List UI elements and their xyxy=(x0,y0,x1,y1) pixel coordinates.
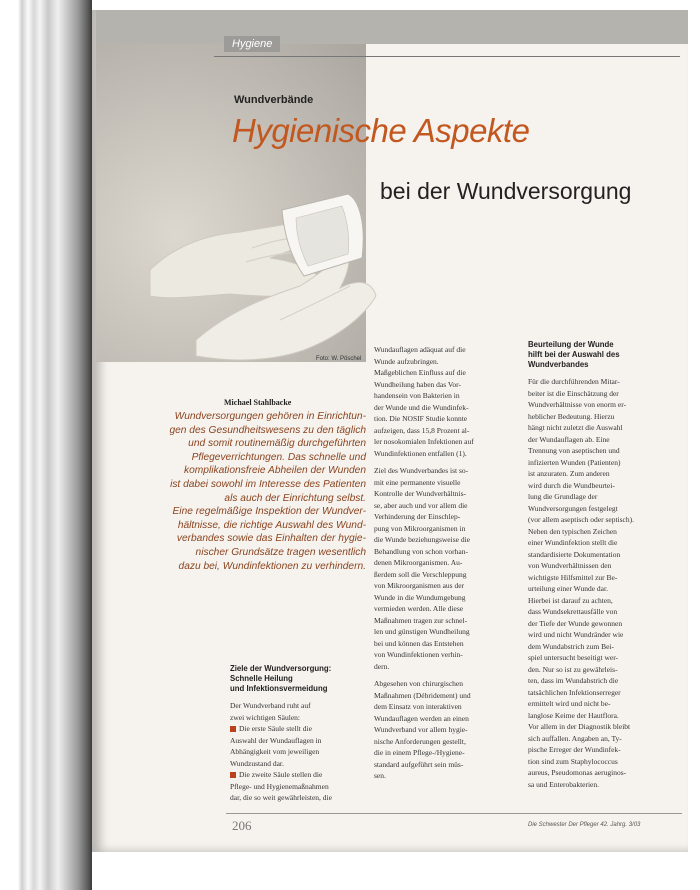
footer-rule xyxy=(226,813,682,814)
subheading-line: Beurteilung der Wunde xyxy=(528,340,614,349)
body-line: ten, dass im Wundabstrich die xyxy=(528,676,619,685)
lead-line: gen des Gesundheitswesens zu den täglich xyxy=(169,424,366,436)
body-line: sa und Enterobakterien. xyxy=(528,779,600,789)
article-subtitle: bei der Wundversorgung xyxy=(380,178,632,204)
lead-line: Pflegeverrichtungen. Das schnelle und xyxy=(191,451,366,463)
body-line: Wunde aufzubringen. xyxy=(374,356,439,366)
body-line: hängt nicht zuletzt die Auswahl xyxy=(528,423,623,432)
body-line: Neben den typischen Zeichen xyxy=(528,526,617,536)
footer-source: Die Schwester Der Pfleger 42. Jahrg. 3/03 xyxy=(528,822,641,828)
body-line: Maßnahmen (Débridement) und xyxy=(374,690,471,700)
body-line: (vor allem aseptisch oder septisch). xyxy=(528,515,635,524)
rubric-rule xyxy=(214,56,680,57)
body-line: Maßgeblichen Einfluss auf die xyxy=(374,368,466,377)
body-line: mit eine permanente visuelle xyxy=(374,477,461,487)
body-line: Wundheilung haben das Vor- xyxy=(374,379,461,389)
lead-line: dazu bei, Wundinfektionen zu verhindern. xyxy=(178,560,366,572)
body-line: standard aufgeführt sein müs- xyxy=(374,759,464,769)
body-line: ist anzuraten. Zum anderen xyxy=(528,469,610,478)
body-line: aureus, Pseudomonas aeruginos- xyxy=(528,768,627,777)
lead-line: als auch der Einrichtung selbst. xyxy=(224,492,366,504)
subheading-line: Schnelle Heilung xyxy=(230,674,293,683)
body-line: Wundversorgungen festgelegt xyxy=(528,503,618,513)
body-line: vermieden werden. Alle diese xyxy=(374,604,464,613)
subheading-line: hilft bei der Auswahl des xyxy=(528,350,620,359)
body-line: dar, die so weit gewährleisten, die xyxy=(230,793,332,802)
subheading-line: Wundverbandes xyxy=(528,360,589,369)
body-line: se, aber auch und vor allem die xyxy=(374,500,468,510)
body-line: Die zweite Säule stellen die xyxy=(239,770,323,779)
bullet-line xyxy=(230,723,362,735)
article-kicker: Wundverbände xyxy=(234,94,314,106)
body-line: aufzeigen, dass 15,8 Prozent al- xyxy=(374,425,470,435)
lead-line: Wundversorgungen gehören in Einrichtun- xyxy=(174,411,366,422)
body-line: Verhinderung der Einschlep- xyxy=(374,512,461,521)
section-rubric: Hygiene xyxy=(224,36,280,52)
body-line: dass Wundsekrettausfälle von xyxy=(528,607,618,616)
body-line: langlose Keime der Hautflora. xyxy=(528,710,619,720)
body-line: von Wundinfektionen verhin- xyxy=(374,650,463,659)
body-line: Wundauflagen adäquat auf die xyxy=(374,345,466,354)
body-line: Wundverband vor allem hygie- xyxy=(374,725,468,734)
body-line: bei und können das Entstehen xyxy=(374,638,464,648)
column-middle xyxy=(374,344,520,782)
subheading-goals xyxy=(230,664,362,694)
column-left xyxy=(230,664,362,804)
article-title: Hygienische Aspekte xyxy=(232,112,530,149)
lead-line: ist dabei sowohl im Interesse des Patienten xyxy=(170,478,366,490)
subheading-line: und Infektionsvermeidung xyxy=(230,684,328,693)
body-line: Für die durchführenden Mitar- xyxy=(528,377,620,386)
body-line: lung die Grundlage der xyxy=(528,492,598,501)
body-line: Wundverhältnisse von enorm er- xyxy=(528,400,627,409)
body-line: Die erste Säule stellt die xyxy=(239,724,312,733)
body-line: ler nosokomialen Infektionen auf xyxy=(374,437,474,446)
body-line: dern. xyxy=(374,661,390,671)
body-line: von Wundverhältnissen den xyxy=(528,561,612,570)
body-line: nische Anforderungen gestellt, xyxy=(374,736,466,746)
body-line: tion. Die NOSIF Studie konnte xyxy=(374,414,468,423)
lead-line: nischer Grundsätze tragen wesentlich xyxy=(195,546,366,558)
bullet-square-icon xyxy=(230,772,236,778)
body-line: Maßnahmen tragen zur schnel- xyxy=(374,615,468,625)
column-right xyxy=(528,340,680,790)
body-line: Abgesehen von chirurgischen xyxy=(374,679,464,688)
body-line: Abhängigkeit vom jeweiligen xyxy=(230,747,320,756)
body-line: wichtigste Hilfsmittel zur Be- xyxy=(528,572,618,582)
body-line: der Tiefe der Wunde gewonnen xyxy=(528,618,623,628)
bullet-line xyxy=(230,769,362,781)
body-line: len und günstigen Wundheilung xyxy=(374,627,470,636)
subheading-line: Ziele der Wundversorgung: xyxy=(230,664,332,673)
body-line: Wundzustand dar. xyxy=(230,758,284,768)
body-line: die in einem Pflege-/Hygiene- xyxy=(374,748,465,757)
body-line: Vor allem in der Diagnostik bleibt xyxy=(528,722,631,731)
body-line: urteilung einer Wunde dar. xyxy=(528,584,608,593)
body-line: tion sind zum Staphylococcus xyxy=(528,756,618,766)
body-line: wird durch die Wundbeurtei- xyxy=(528,480,615,490)
body-line: Pflege- und Hygienemaßnahmen xyxy=(230,781,329,791)
body-line: ßerdem soll die Verschleppung xyxy=(374,569,467,579)
body-line: beiter ist die Einschätzung der xyxy=(528,388,619,398)
body-line: heblicher Bedeutung. Hierzu xyxy=(528,411,615,421)
lead-line: verbandes sowie das Einhalten der hygie- xyxy=(176,533,366,545)
body-line: denen Mikroorganismen. Au- xyxy=(374,558,463,567)
body-line: sen. xyxy=(374,771,386,780)
body-line: der Wunde und die Wundinfek- xyxy=(374,402,469,412)
body-line: Trennung von aseptischen und xyxy=(528,446,620,455)
subheading-assessment xyxy=(528,340,680,370)
body-line: der Wundauflagen ab. Eine xyxy=(528,434,610,444)
body-line: dem Einsatz von interaktiven xyxy=(374,702,462,711)
body-line: einer Wundinfektion stellt die xyxy=(528,538,618,547)
body-line: Wundauflagen werden an einen xyxy=(374,713,469,723)
body-line: pische Erreger der Wundinfek- xyxy=(528,745,621,754)
photo-credit: Foto: W. Pöschel xyxy=(316,356,362,362)
body-line: tatsächlichen Infektionserreger xyxy=(528,687,621,697)
body-line: standardisierte Dokumentation xyxy=(528,549,621,559)
body-line: den. Nur so ist zu gewährleis- xyxy=(528,664,618,674)
body-line: Auswahl der Wundauflagen in xyxy=(230,735,322,745)
body-line: handensein von Bakterien in xyxy=(374,391,460,400)
body-line: Ziel des Wundverbandes ist so- xyxy=(374,466,469,475)
page-number: 206 xyxy=(232,818,252,833)
lead-paragraph xyxy=(148,410,366,573)
article-author: Michael Stahlbacke xyxy=(224,398,292,407)
body-line: zwei wichtigen Säulen: xyxy=(230,712,300,722)
body-line: Der Wundverband ruht auf xyxy=(230,701,311,710)
body-line: dem Wundabstrich zum Bei- xyxy=(528,641,614,651)
body-line: pung von Mikroorganismen in xyxy=(374,523,466,533)
body-line: infizierten Wunden (Patienten) xyxy=(528,457,621,467)
lead-line: komplikationsfreie Abheilen der Wunden xyxy=(184,465,366,477)
body-line: die Wunde beziehungsweise die xyxy=(374,535,470,544)
lead-line: und somit routinemäßig durchgeführten xyxy=(188,438,366,450)
body-line: sich auffallen. Angaben an, Ty- xyxy=(528,733,622,743)
body-line: ermittelt wird und nicht be- xyxy=(528,699,611,708)
body-line: von Mikroorganismen aus der xyxy=(374,581,465,590)
lead-line: hältnisse, die richtige Auswahl des Wund- xyxy=(177,519,366,531)
body-line: Behandlung von schon vorhan- xyxy=(374,546,468,556)
bullet-square-icon xyxy=(230,726,236,732)
body-line: wird und nicht Wundränder wie xyxy=(528,630,624,639)
body-line: spiel untersucht beseitigt wer- xyxy=(528,653,619,662)
body-line: Kontrolle der Wundverhältnis- xyxy=(374,489,467,498)
body-line: Hierbei ist darauf zu achten, xyxy=(528,595,613,605)
body-line: Wunde in die Wundumgebung xyxy=(374,592,466,602)
lead-line: Eine regelmäßige Inspektion der Wundver- xyxy=(172,506,366,518)
body-line: Wundinfektionen entfallen (1). xyxy=(374,448,467,458)
